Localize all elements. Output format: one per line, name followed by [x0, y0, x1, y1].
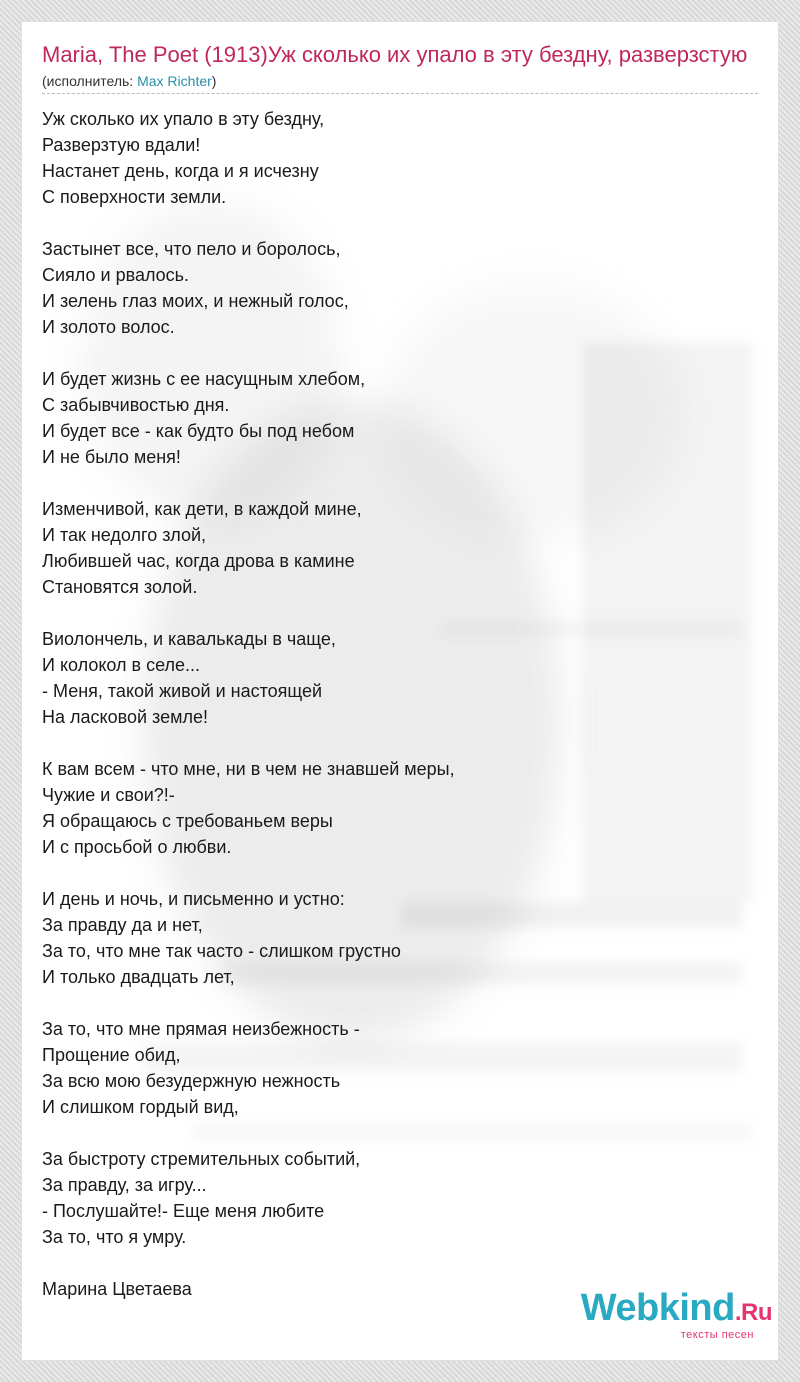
stanza: [42, 626, 758, 730]
lyrics-text: [42, 106, 758, 1302]
lyric-line: Разверзтую вдали!: [42, 135, 201, 155]
webkind-logo[interactable]: [581, 1288, 772, 1341]
stanza: [42, 1146, 758, 1250]
lyric-line: Настанет день, когда и я исчезну: [42, 161, 319, 181]
lyric-line: Застынет все, что пело и боролось,: [42, 239, 341, 259]
lyric-line: - Меня, такой живой и настоящей: [42, 681, 323, 701]
lyric-line: Чужие и свои?!-: [42, 785, 175, 805]
performer-prefix: (исполнитель:: [42, 73, 138, 89]
lyric-line: И слишком гордый вид,: [42, 1097, 239, 1117]
stanza: [42, 106, 758, 210]
lyric-line: Сияло и рвалось.: [42, 265, 190, 285]
lyric-line: С поверхности земли.: [42, 187, 227, 207]
stanza: [42, 496, 758, 600]
lyric-line: Виолончель, и кавалькады в чаще,: [42, 629, 336, 649]
lyric-line: И день и ночь, и письменно и устно:: [42, 889, 345, 909]
lyric-line: - Послушайте!- Еще меня любите: [42, 1201, 325, 1221]
lyric-line: И не было меня!: [42, 447, 181, 467]
lyric-line: За быстроту стремительных событий,: [42, 1149, 361, 1169]
song-content: [22, 22, 778, 1302]
performer-suffix: ): [211, 73, 217, 89]
performer-link[interactable]: Max Richter: [137, 73, 212, 89]
stanza: [42, 756, 758, 860]
logo-main-text: Webkind: [580, 1287, 735, 1329]
logo-wordmark: [581, 1288, 772, 1333]
stanza: [42, 1016, 758, 1120]
lyric-line: За то, что мне так часто - слишком грустно: [42, 941, 401, 961]
lyric-line: И будет жизнь с ее насущным хлебом,: [42, 369, 366, 389]
lyric-line: И только двадцать лет,: [42, 967, 235, 987]
lyric-line: Прощение обид,: [42, 1045, 181, 1065]
lyric-line: Уж сколько их упало в эту бездну,: [42, 109, 325, 129]
song-title: Maria, The Poet (1913)Уж сколько их упало в эту бездну, разверзстую: [42, 42, 748, 67]
lyric-line: За правду, за игру...: [42, 1175, 207, 1195]
lyric-line: К вам всем - что мне, ни в чем не знавшей меры,: [42, 759, 455, 779]
stanza: [42, 886, 758, 990]
lyric-line: С забывчивостью дня.: [42, 395, 230, 415]
stanza: [42, 366, 758, 470]
poem-author: Марина Цветаева: [42, 1279, 192, 1299]
lyric-line: На ласковой земле!: [42, 707, 208, 727]
lyric-line: Становятся золой.: [42, 577, 198, 597]
lyric-line: Изменчивой, как дети, в каждой мине,: [42, 499, 362, 519]
logo-tld: .Ru: [734, 1299, 772, 1326]
lyric-line: И с просьбой о любви.: [42, 837, 232, 857]
lyric-line: И золото волос.: [42, 317, 175, 337]
performer-line: [42, 72, 758, 94]
lyric-line: И зелень глаз моих, и нежный голос,: [42, 291, 349, 311]
lyric-line: И так недолго злой,: [42, 525, 207, 545]
lyric-line: Я обращаюсь с требованьем веры: [42, 811, 333, 831]
stanza: [42, 236, 758, 340]
lyric-line: За то, что я умру.: [42, 1227, 187, 1247]
lyric-line: И колокол в селе...: [42, 655, 201, 675]
lyric-line: И будет все - как будто бы под небом: [42, 421, 355, 441]
logo-tagline: тексты песен: [680, 1329, 754, 1341]
lyric-line: За то, что мне прямая неизбежность -: [42, 1019, 360, 1039]
lyric-line: Любившей час, когда дрова в камине: [42, 551, 355, 571]
lyrics-card: [22, 22, 778, 1360]
lyric-line: За правду да и нет,: [42, 915, 203, 935]
lyric-line: За всю мою безудержную нежность: [42, 1071, 341, 1091]
